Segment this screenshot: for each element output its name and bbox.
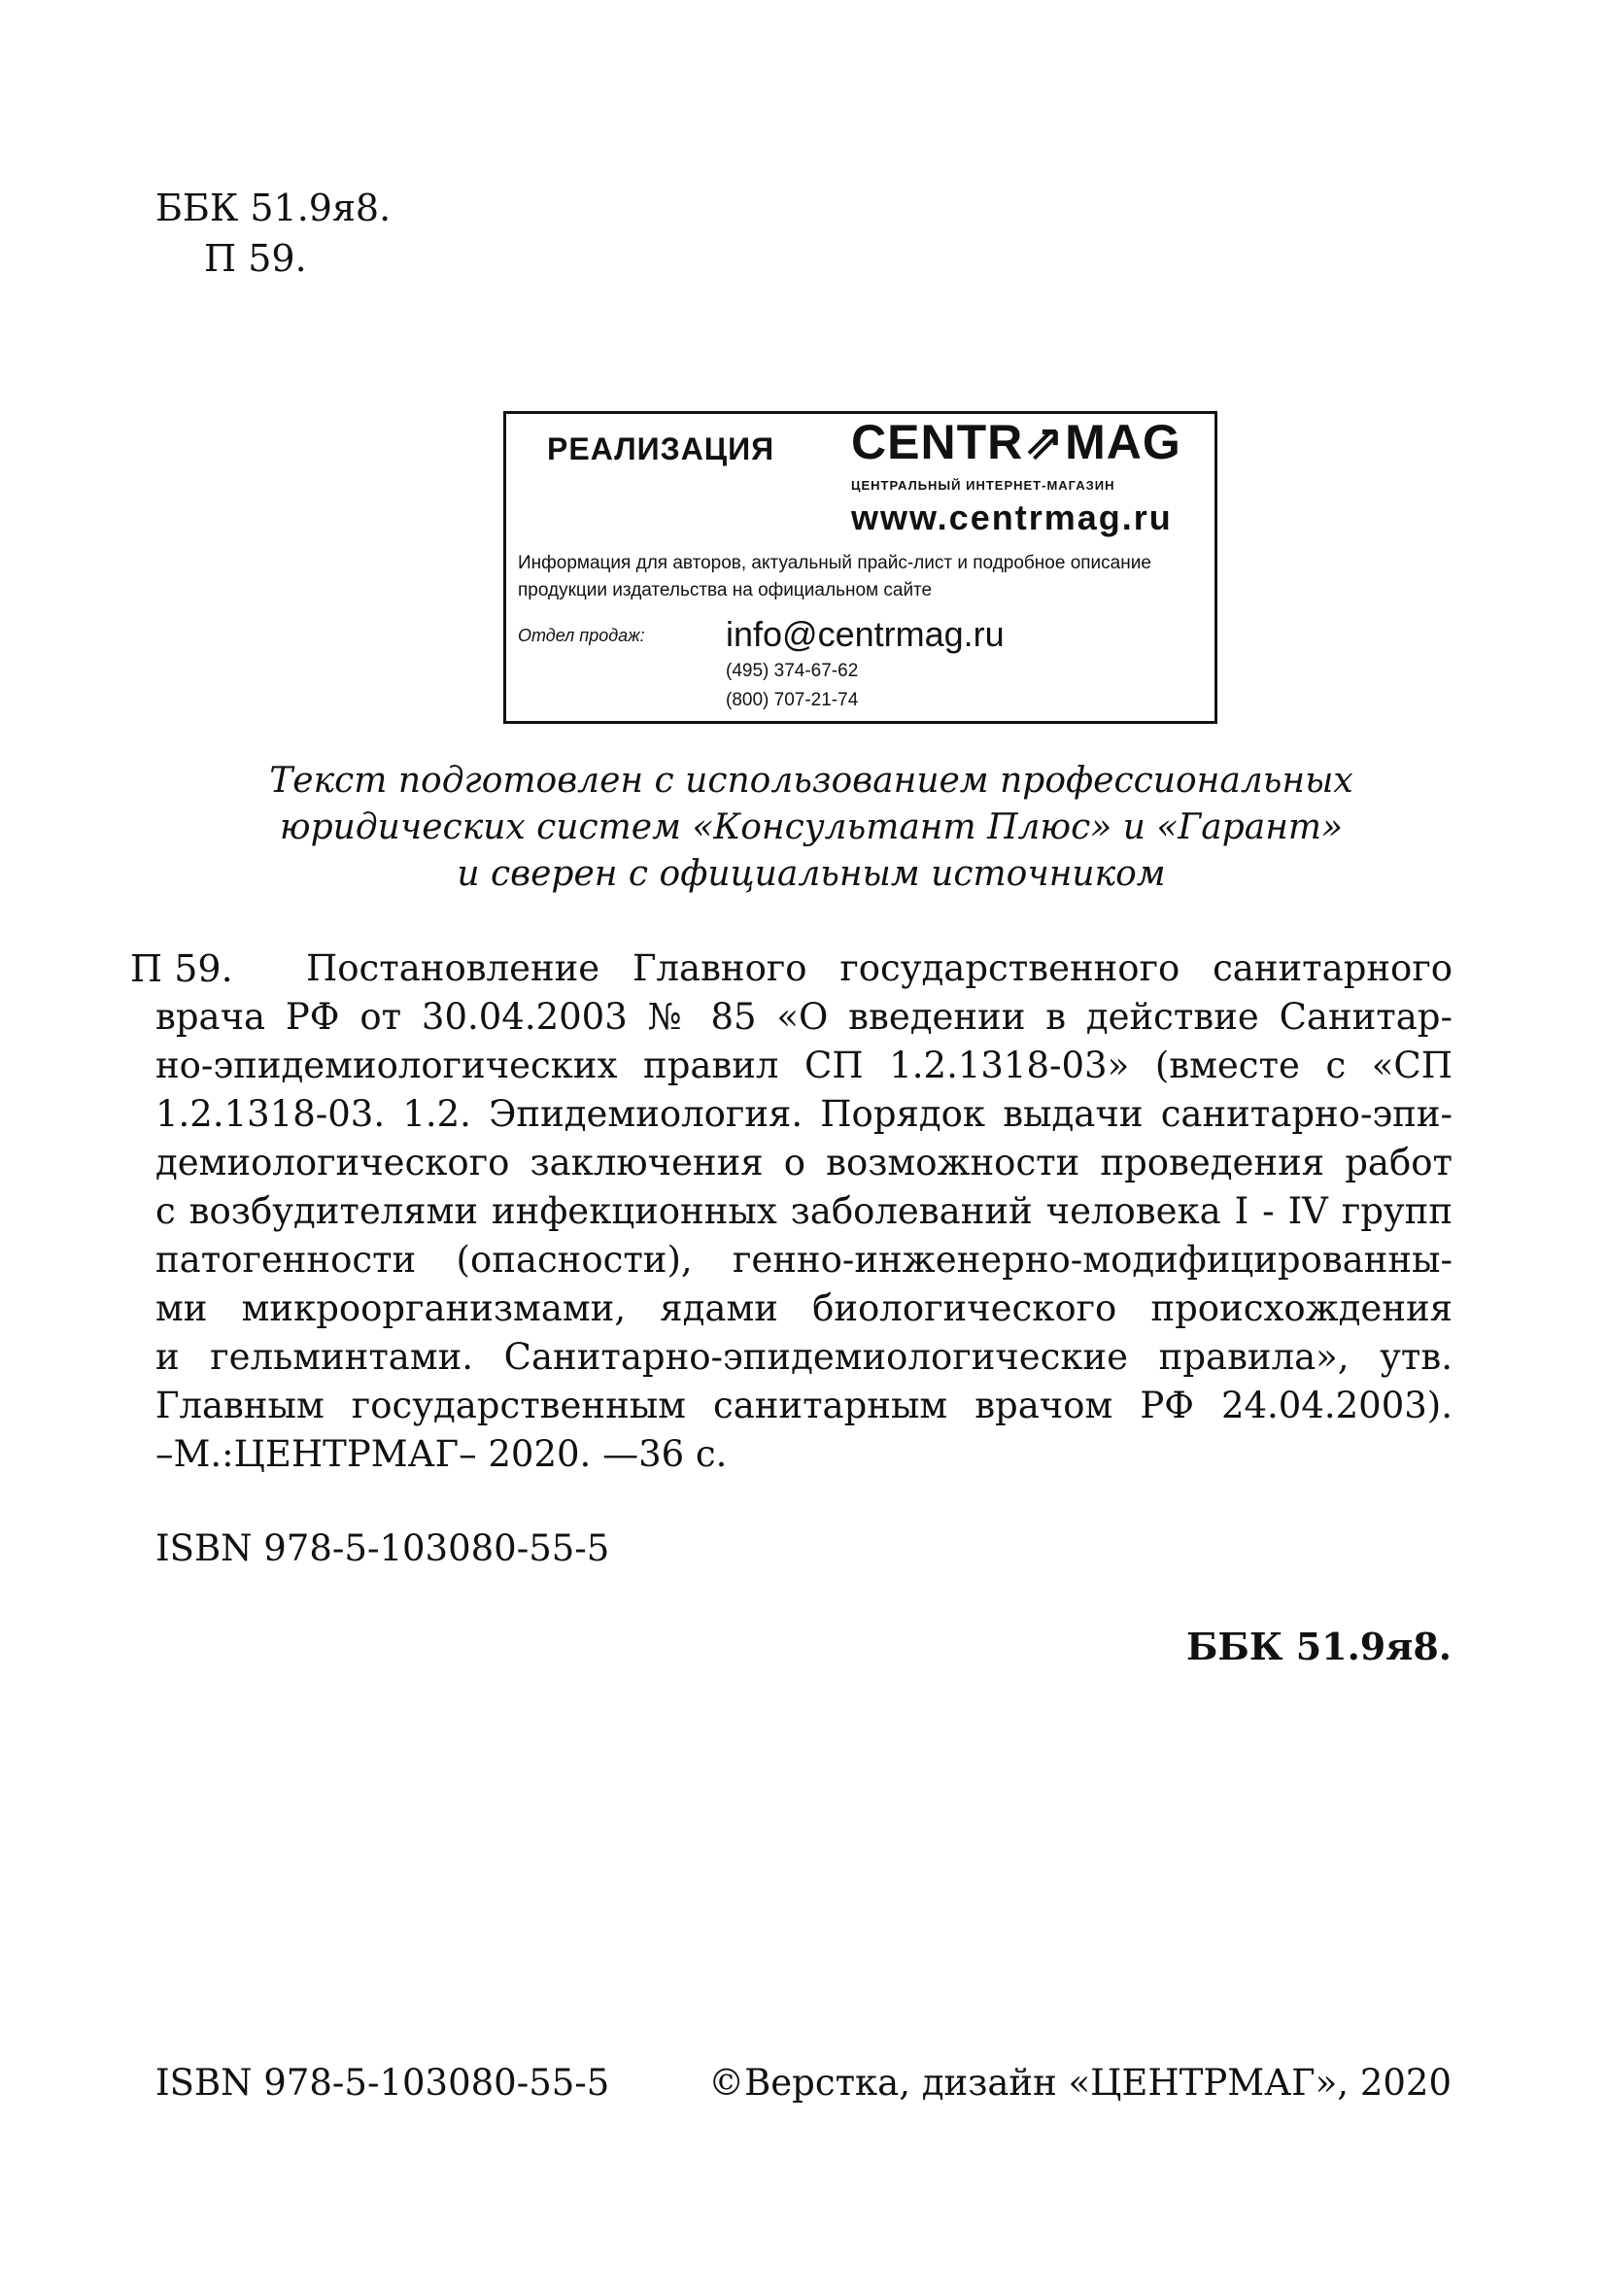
website-link[interactable]: www.centrmag.ru [851,497,1173,537]
entry-line: демиологического заключения о возможности проведения работ [155,1142,1453,1183]
bbk-header [155,183,391,284]
entry-line: с возбудителями инфекционных заболеваний человека I - IV групп [155,1190,1453,1232]
note-line: и сверен с официальным источником [457,854,1166,894]
sale-label: РЕАЛИЗАЦИЯ [547,431,775,466]
email-link[interactable]: info@centrmag.ru [726,614,1005,654]
isbn-number: ISBN 978-5-103080-55-5 [155,1527,610,1569]
isbn-footer: ISBN 978-5-103080-55-5 [155,2062,610,2104]
entry-line: и гельминтами. Санитарно-эпидемиологические правила», утв. [155,1336,1453,1378]
copyright-notice: ©Верстка, дизайн «ЦЕНТРМАГ», 2020 [708,2062,1452,2104]
entry-line: Постановление Главного государственного санитарного [306,947,1453,989]
entry-line: –М.:ЦЕНТРМАГ– 2020. —36 с. [155,1433,728,1475]
entry-line: но-эпидемиологических правил СП 1.2.1318-03» (вместе с «СП [155,1045,1453,1086]
bibliographic-entry [155,944,1453,1479]
entry-label: П 59. [130,947,233,990]
entry-line: Главным государственным санитарным врачом РФ 24.04.2003). [155,1385,1453,1426]
info-text: Информация для авторов, актуальный прайс-лист и подробное описание продукции издательства на официальном сайте [518,553,1151,600]
entry-line: 1.2.1318-03. 1.2. Эпидемиология. Порядок выдачи санитарно-эпи- [155,1093,1453,1135]
entry-line: патогенности (опасности), генно-инженерно-модифицированны- [155,1239,1453,1281]
bbk-footer-code: ББК 51.9я8. [1185,1625,1452,1668]
note-line: Текст подготовлен с использованием профессиональных [269,761,1353,801]
distributor-ad-box [503,411,1217,724]
logo-subtitle: ЦЕНТРАЛЬНЫЙ ИНТЕРНЕТ-МАГАЗИН [851,478,1115,493]
entry-line: ми микроорганизмами, ядами биологического происхождения [155,1287,1453,1329]
source-note [175,758,1448,898]
bbk-code: ББК 51.9я8. [155,187,392,229]
phone-number-2: (800) 707-21-74 [726,690,859,710]
note-line: юридических систем «Консультант Плюс» и «Гарант» [279,807,1344,847]
centrmag-logo: CENTR⇗MAG [851,415,1181,469]
author-mark: П 59. [204,237,307,280]
sales-dept-label: Отдел продаж: [518,626,645,645]
entry-line: врача РФ от 30.04.2003 № 85 «О введении в действие Санитар- [155,996,1453,1038]
phone-number-1: (495) 374-67-62 [726,661,859,681]
